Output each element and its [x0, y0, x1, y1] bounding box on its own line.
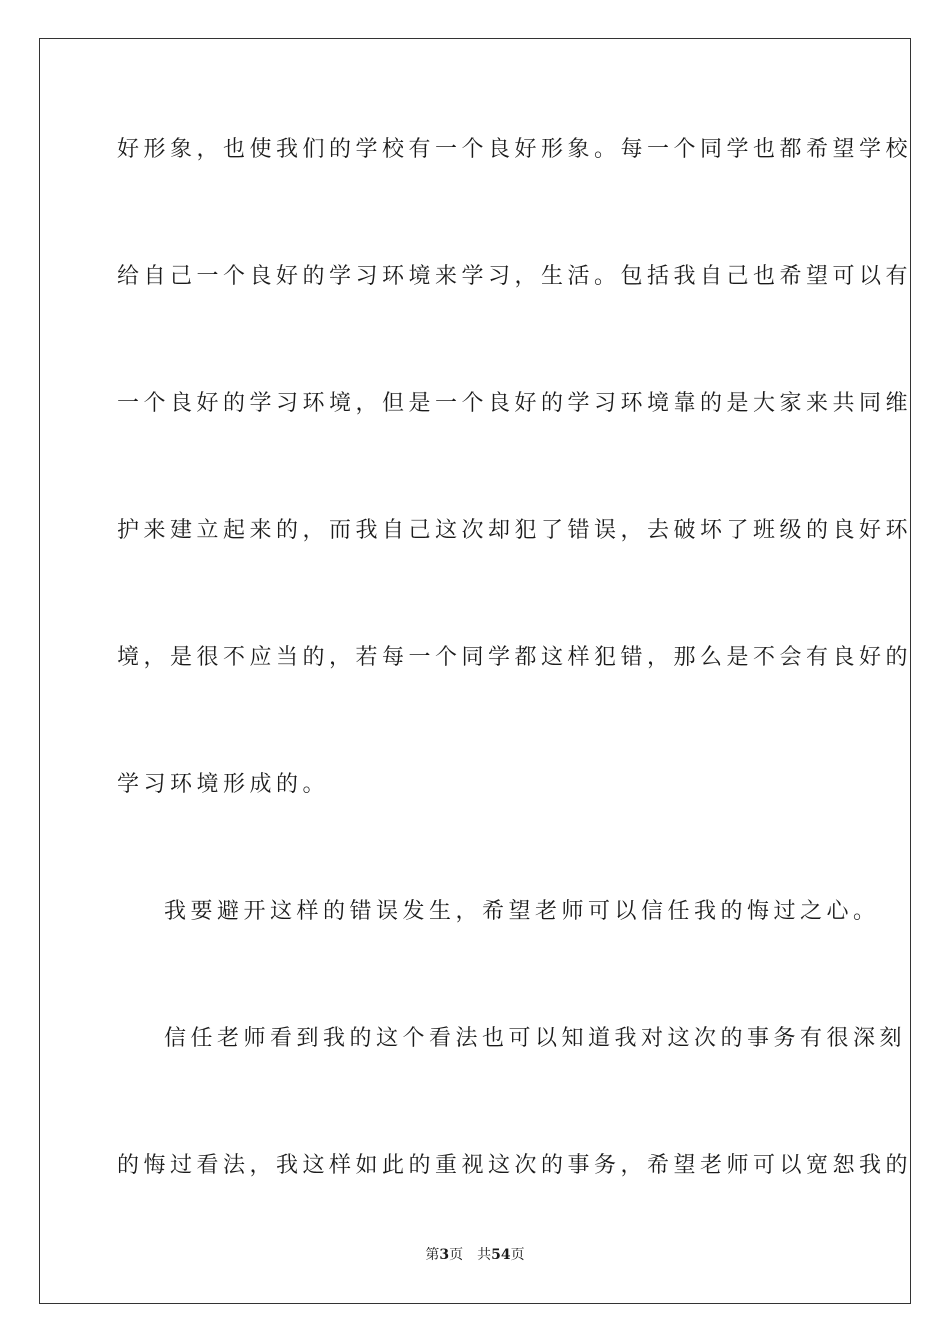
- document-body: [117, 127, 913, 1270]
- text-line-4: 护来建立起来的，而我自己这次却犯了错误，去破坏了班级的良好环: [117, 518, 913, 543]
- page-number: 3: [439, 1247, 450, 1263]
- text-line-7: 我要避开这样的错误发生，希望老师可以信任我的悔过之心。: [164, 899, 880, 924]
- text-line-9: 的悔过看法，我这样如此的重视这次的事务，希望老师可以宽恕我的: [117, 1153, 913, 1178]
- text-line-1: 好形象，也使我们的学校有一个良好形象。每一个同学也都希望学校: [117, 137, 913, 162]
- total-pages: 54: [491, 1247, 511, 1263]
- text-line-5: 境，是很不应当的，若每一个同学都这样犯错，那么是不会有良好的: [117, 645, 913, 670]
- total-suffix: 页: [510, 1247, 525, 1263]
- text-line-3: 一个良好的学习环境，但是一个良好的学习环境靠的是大家来共同维: [117, 391, 913, 416]
- page-suffix: 页: [449, 1247, 464, 1263]
- text-line-6: 学习环境形成的。: [117, 772, 330, 797]
- page-prefix: 第: [425, 1247, 440, 1263]
- total-prefix: 共: [477, 1247, 492, 1263]
- text-line-8: 信任老师看到我的这个看法也可以知道我对这次的事务有很深刻: [164, 1026, 907, 1051]
- text-line-2: 给自己一个良好的学习环境来学习，生活。包括我自己也希望可以有: [117, 264, 913, 289]
- page-footer: [0, 1245, 950, 1265]
